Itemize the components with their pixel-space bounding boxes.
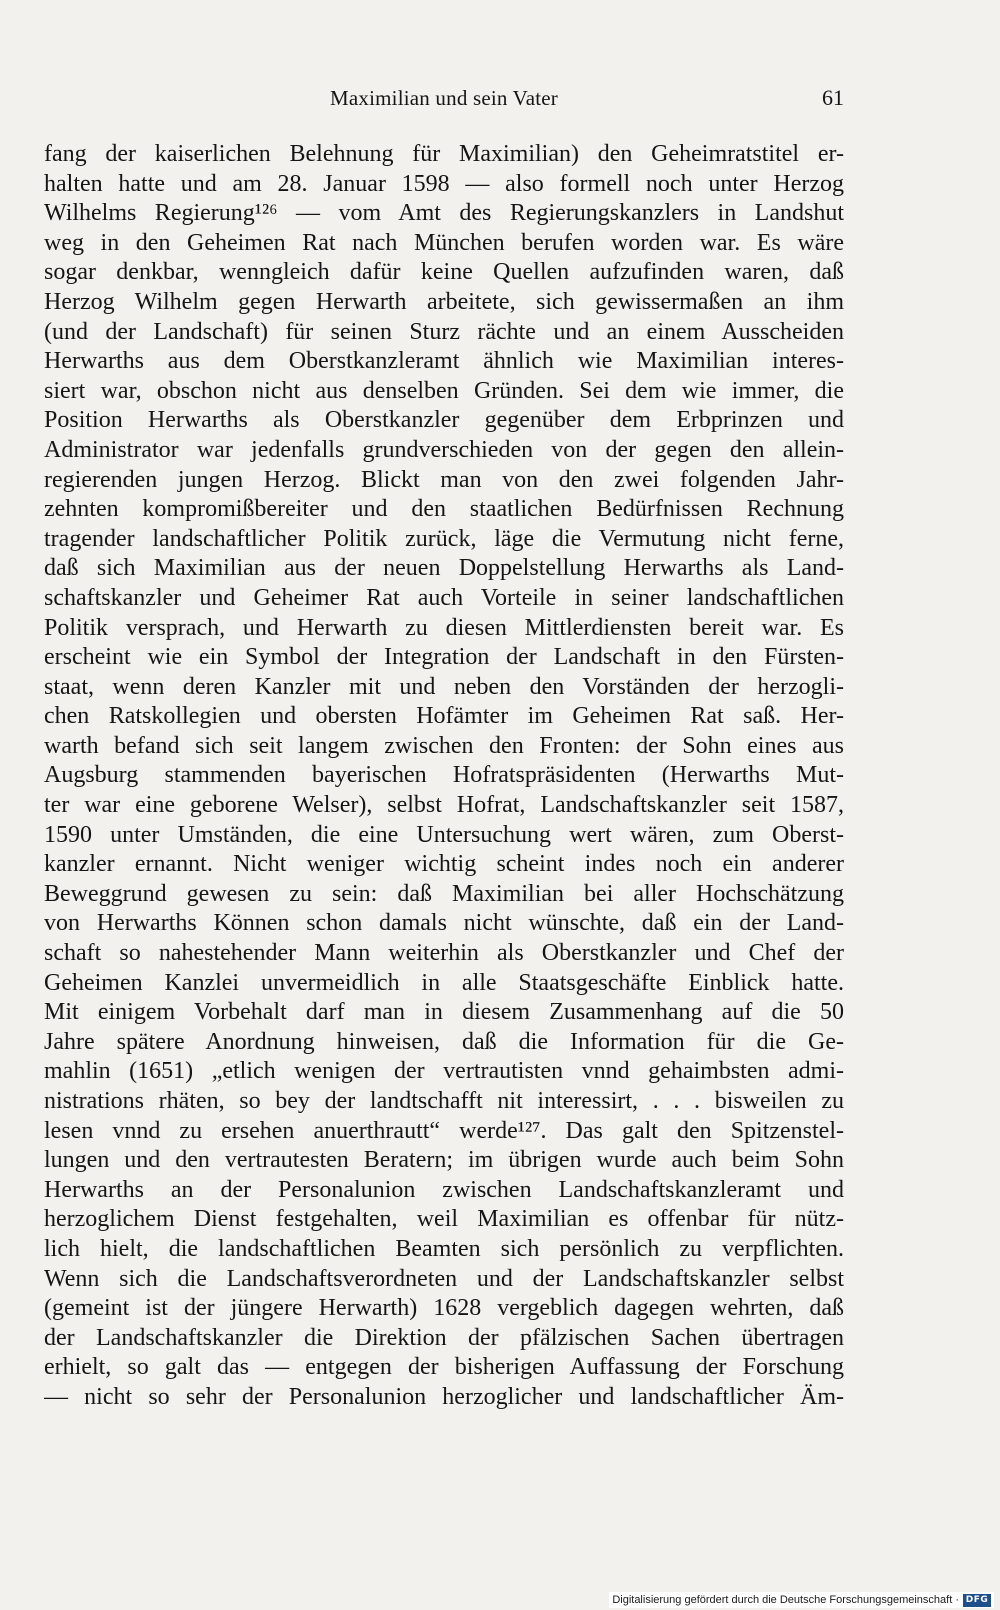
text-line: herzoglichem Dienst festgehalten, weil Maximilian es offenbar für nütz- <box>44 1206 844 1233</box>
text-line: lesen vnnd zu ersehen anuerthrautt“ werde¹²⁷. Das galt den Spitzenstel- <box>44 1117 844 1144</box>
text-line: (und der Landschaft) für seinen Sturz rächte und an einem Ausscheiden <box>44 318 844 345</box>
text-line: erscheint wie ein Symbol der Integration der Landschaft in den Fürsten- <box>44 644 844 671</box>
text-line: sogar denkbar, wenngleich dafür keine Quellen aufzufinden waren, daß <box>44 259 844 286</box>
text-line: Jahre spätere Anordnung hinweisen, daß die Information für die Ge- <box>44 1028 844 1055</box>
text-line: staat, wenn deren Kanzler mit und neben den Vorständen der herzogli- <box>44 673 844 700</box>
text-line: chen Ratskollegien und obersten Hofämter im Geheimen Rat saß. Her- <box>44 703 844 730</box>
text-line: erhielt, so galt das — entgegen der bisherigen Auffassung der Forschung <box>44 1354 844 1381</box>
text-line: lungen und den vertrautesten Beratern; im übrigen wurde auch beim Sohn <box>44 1147 844 1174</box>
body-text <box>44 140 844 1413</box>
running-title: Maximilian und sein Vater <box>330 86 558 110</box>
text-line: (gemeint ist der jüngere Herwarth) 1628 vergeblich dagegen wehrten, daß <box>44 1295 844 1322</box>
text-line: — nicht so sehr der Personalunion herzoglicher und landschaftlicher Äm- <box>44 1383 844 1410</box>
text-line: 1590 unter Umständen, die eine Untersuchung wert wären, zum Oberst- <box>44 821 844 848</box>
text-line: regierenden jungen Herzog. Blickt man von den zwei folgenden Jahr- <box>44 466 844 493</box>
text-line: Politik versprach, und Herwarth zu diesen Mittlerdiensten bereit war. Es <box>44 614 844 641</box>
text-line: schaft so nahestehender Mann weiterhin als Oberstkanzler und Chef der <box>44 940 844 967</box>
text-line: Position Herwarths als Oberstkanzler gegenüber dem Erbprinzen und <box>44 407 844 434</box>
text-line: nistrations rhäten, so bey der landtschafft nit interessirt, . . . bisweilen zu <box>44 1088 844 1114</box>
text-line: von Herwarths Können schon damals nicht wünschte, daß ein der Land- <box>44 910 844 937</box>
text-line: Mit einigem Vorbehalt darf man in diesem Zusammenhang auf die 50 <box>44 999 844 1026</box>
text-line: Herwarths aus dem Oberstkanzleramt ähnlich wie Maximilian interes- <box>44 348 844 375</box>
text-line: Beweggrund gewesen zu sein: daß Maximilian bei aller Hochschätzung <box>44 880 844 907</box>
text-line: daß sich Maximilian aus der neuen Doppelstellung Herwarths als Land- <box>44 555 844 582</box>
text-line: Herzog Wilhelm gegen Herwarth arbeitete, sich gewissermaßen an ihm <box>44 288 844 315</box>
text-line: warth befand sich seit langem zwischen den Fronten: der Sohn eines aus <box>44 732 844 759</box>
text-line: kanzler ernannt. Nicht weniger wichtig scheint indes noch ein anderer <box>44 851 844 878</box>
text-line: Augsburg stammenden bayerischen Hofratspräsidenten (Herwarths Mut- <box>44 762 844 789</box>
text-line: lich hielt, die landschaftlichen Beamten sich persönlich zu verpflichten. <box>44 1235 844 1262</box>
text-line: siert war, obschon nicht aus denselben Gründen. Sei dem wie immer, die <box>44 377 844 404</box>
text-line: schaftskanzler und Geheimer Rat auch Vorteile in seiner landschaftlichen <box>44 584 844 611</box>
dfg-logo-icon: DFG <box>963 1594 991 1607</box>
text-line: der Landschaftskanzler die Direktion der pfälzischen Sachen übertragen <box>44 1324 844 1351</box>
text-line: Administrator war jedenfalls grundverschieden von der gegen den allein- <box>44 436 844 463</box>
text-line: weg in den Geheimen Rat nach München berufen worden war. Es wäre <box>44 229 844 256</box>
page-number: 61 <box>822 85 844 110</box>
text-line: ter war eine geborene Welser), selbst Hofrat, Landschaftskanzler seit 1587, <box>44 792 844 819</box>
digitization-footer <box>609 1592 994 1608</box>
text-line: Geheimen Kanzlei unvermeidlich in alle Staatsgeschäfte Einblick hatte. <box>44 969 844 996</box>
text-line: halten hatte und am 28. Januar 1598 — also formell noch unter Herzog <box>44 170 844 197</box>
footer-credit: Digitalisierung gefördert durch die Deutsche Forschungsgemeinschaft · <box>612 1594 959 1606</box>
text-line: Herwarths an der Personalunion zwischen Landschaftskanzleramt und <box>44 1176 844 1203</box>
text-line: mahlin (1651) „etlich wenigen der vertrautisten vnnd gehaimbsten admi- <box>44 1058 844 1085</box>
text-line: Wenn sich die Landschaftsverordneten und der Landschaftskanzler selbst <box>44 1265 844 1292</box>
running-header <box>44 82 844 114</box>
text-line: zehnten kompromißbereiter und den staatlichen Bedürfnissen Rechnung <box>44 496 844 523</box>
text-line: tragender landschaftlicher Politik zurück, läge die Vermutung nicht ferne, <box>44 525 844 552</box>
text-line: fang der kaiserlichen Belehnung für Maximilian) den Geheimratstitel er- <box>44 141 844 167</box>
text-line: Wilhelms Regierung¹²⁶ — vom Amt des Regierungskanzlers in Landshut <box>44 200 844 227</box>
